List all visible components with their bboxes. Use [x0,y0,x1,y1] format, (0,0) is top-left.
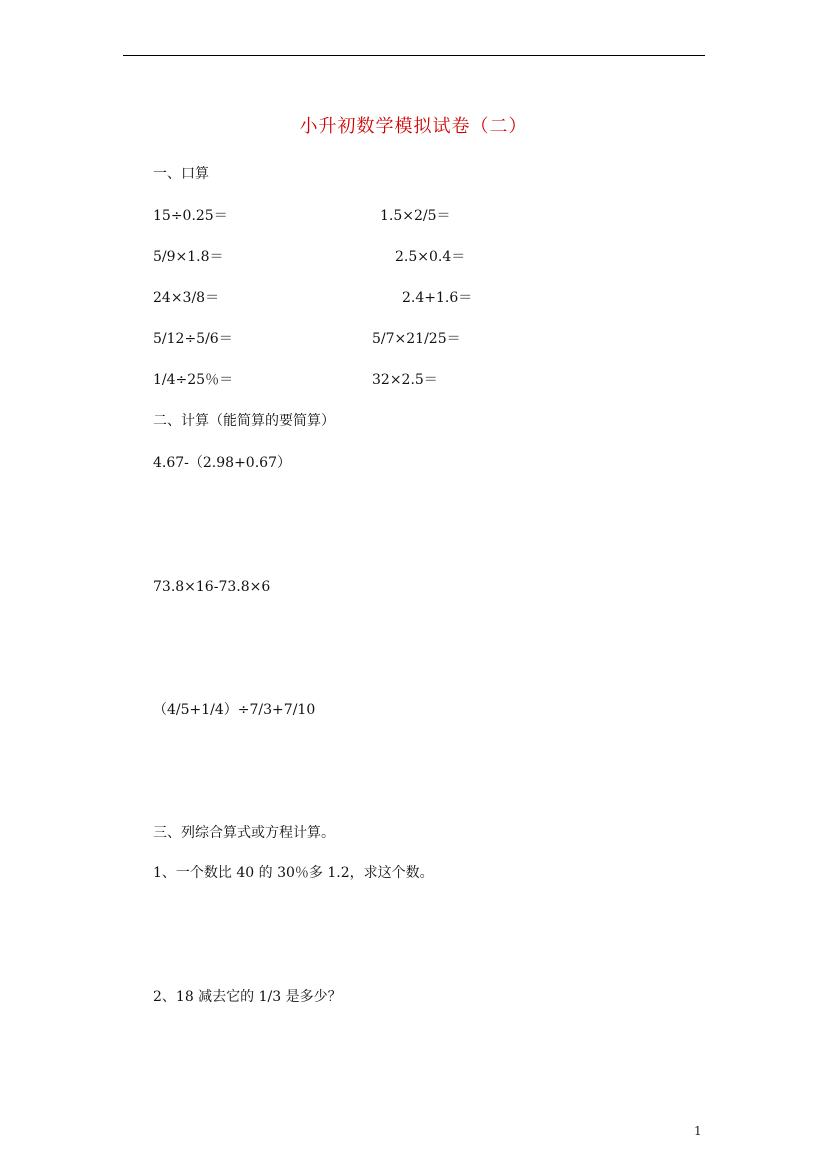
calc-problem-1: 4.67-（2.98+0.67） [153,455,291,471]
calc-problem-3: （4/5+1/4）÷7/3+7/10 [153,702,316,718]
oral-item-5: 24×3/8＝ [153,290,220,306]
section-1-heading: 一、口算 [153,166,209,182]
header-rule [123,55,705,56]
calc-problem-2: 73.8×16-73.8×6 [153,579,271,595]
oral-item-8: 5/7×21/25＝ [372,331,461,347]
oral-item-7: 5/12÷5/6＝ [153,331,233,347]
word-problem-1: 1、一个数比 40 的 30％多 1.2，求这个数。 [153,865,434,881]
oral-item-9: 1/4÷25％＝ [153,372,234,388]
section-2-heading: 二、计算（能简算的要简算） [153,413,335,429]
page-number: 1 [694,1124,702,1138]
oral-item-4: 2.5×0.4＝ [395,249,466,265]
oral-item-2: 1.5×2/5＝ [380,208,451,224]
oral-item-3: 5/9×1.8＝ [153,249,224,265]
word-problem-2: 2、18 减去它的 1/3 是多少？ [153,989,342,1005]
page-title: 小升初数学模拟试卷（二） [299,116,528,137]
oral-item-6: 2.4+1.6＝ [402,290,473,306]
section-3-heading: 三、列综合算式或方程计算。 [153,825,335,841]
oral-item-10: 32×2.5＝ [372,372,438,388]
oral-item-1: 15÷0.25＝ [153,208,228,224]
